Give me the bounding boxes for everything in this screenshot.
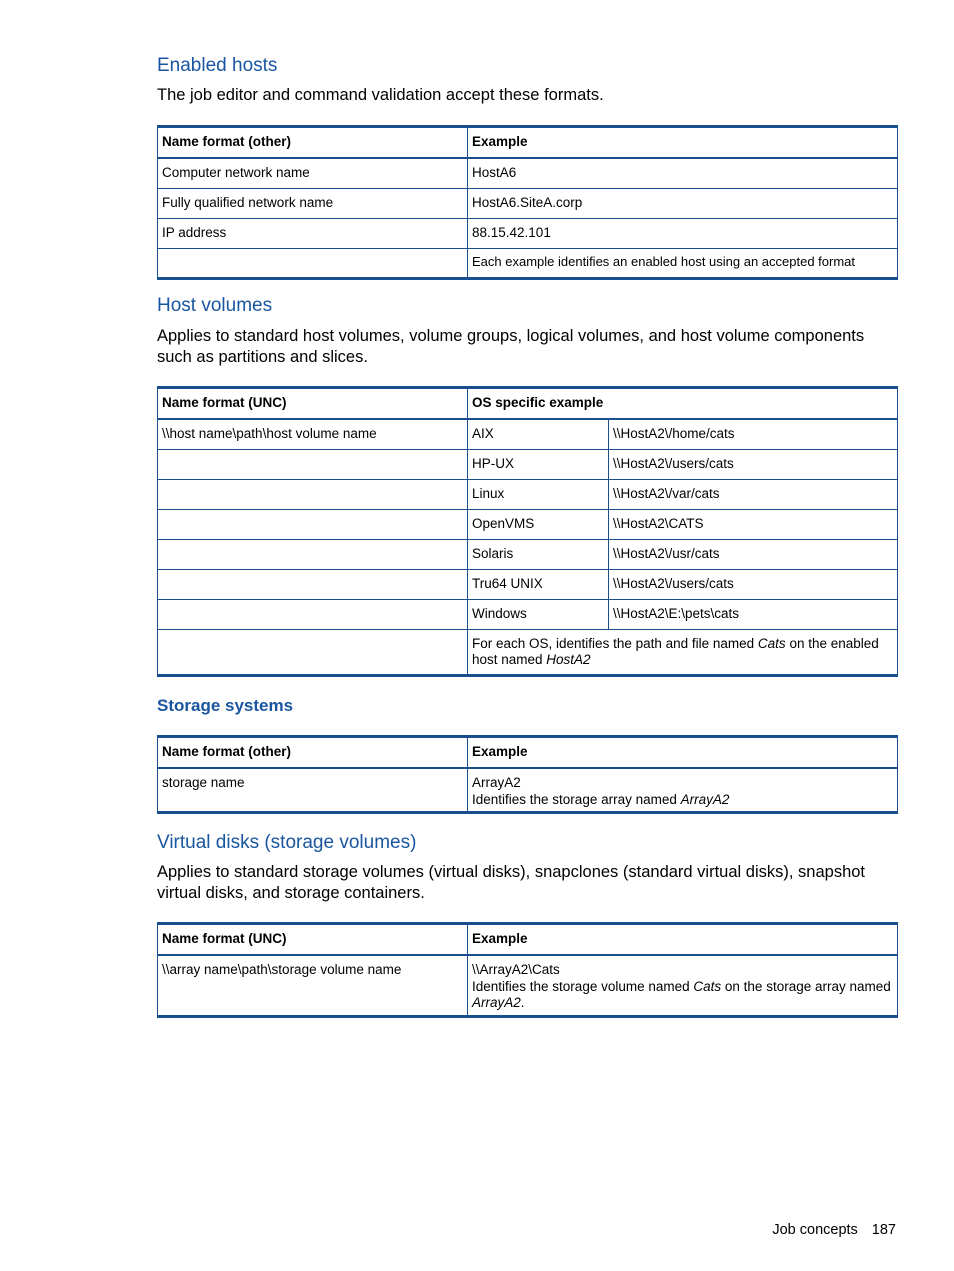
column-header: OS specific example: [468, 388, 898, 420]
os-name: Linux: [468, 479, 609, 509]
table-cell: [158, 599, 468, 629]
example-value: ArrayA2: [472, 775, 521, 790]
example-value: \\ArrayA2\Cats: [472, 962, 560, 977]
table-cell: [158, 449, 468, 479]
table-cell: Each example identifies an enabled host using an accepted format: [468, 248, 898, 278]
table-row: [158, 509, 898, 539]
table-cell: [468, 768, 898, 812]
table-cell: [468, 955, 898, 1016]
table-row: [158, 248, 898, 278]
column-header: Example: [468, 924, 898, 956]
enabled-hosts-intro: The job editor and command validation accept these formats.: [157, 86, 604, 104]
os-name: Solaris: [468, 539, 609, 569]
os-example: \\HostA2\CATS: [609, 509, 898, 539]
table-cell: HostA6: [468, 158, 898, 188]
table-header-row: [158, 924, 898, 956]
page-number: 187: [871, 1222, 896, 1238]
storage-systems-heading: Storage systems: [157, 696, 294, 715]
enabled-hosts-heading: Enabled hosts: [157, 55, 278, 76]
table-cell: 88.15.42.101: [468, 218, 898, 248]
host-volumes-note: For each OS, identifies the path and file named Cats on the enabled host named HostA2: [468, 629, 898, 675]
os-example: \\HostA2\/home/cats: [609, 419, 898, 449]
example-description: Identifies the storage volume named Cats on the storage array named ArrayA2.: [472, 978, 891, 1010]
column-header: Name format (other): [158, 737, 468, 769]
table-row: [158, 539, 898, 569]
os-example: \\HostA2\/var/cats: [609, 479, 898, 509]
example-description: Identifies the storage array named ArrayA2: [472, 791, 730, 807]
virtual-disks-table: [157, 922, 898, 1018]
os-name: Windows: [468, 599, 609, 629]
os-example: \\HostA2\/users/cats: [609, 569, 898, 599]
table-cell: [158, 248, 468, 278]
table-cell: [158, 509, 468, 539]
table-header-row: [158, 127, 898, 159]
page-footer: [772, 1222, 896, 1238]
table-row: [158, 955, 898, 1016]
table-row: [158, 218, 898, 248]
enabled-hosts-table: [157, 125, 898, 280]
table-row: [158, 419, 898, 449]
os-name: HP-UX: [468, 449, 609, 479]
table-row: [158, 569, 898, 599]
table-row: [158, 158, 898, 188]
table-row: [158, 629, 898, 675]
column-header: Name format (UNC): [158, 924, 468, 956]
table-cell: [158, 539, 468, 569]
os-name: OpenVMS: [468, 509, 609, 539]
virtual-disks-intro: Applies to standard storage volumes (virtual disks), snapclones (standard virtual disks), snapshot virtual disks, and storage containers.: [157, 863, 866, 902]
os-name: Tru64 UNIX: [468, 569, 609, 599]
table-cell: [158, 629, 468, 675]
host-volumes-table: [157, 386, 898, 677]
table-row: [158, 188, 898, 218]
host-volumes-heading: Host volumes: [157, 295, 273, 316]
virtual-disks-heading: Virtual disks (storage volumes): [157, 832, 417, 853]
storage-systems-table: [157, 735, 898, 814]
table-cell: Fully qualified network name: [158, 188, 468, 218]
column-header: Name format (other): [158, 127, 468, 159]
table-cell: HostA6.SiteA.corp: [468, 188, 898, 218]
table-cell: [158, 479, 468, 509]
table-cell: \\array name\path\storage volume name: [158, 955, 468, 1016]
column-header: Example: [468, 127, 898, 159]
table-header-row: [158, 388, 898, 420]
os-example: \\HostA2\E:\pets\cats: [609, 599, 898, 629]
column-header: Name format (UNC): [158, 388, 468, 420]
os-name: AIX: [468, 419, 609, 449]
table-header-row: [158, 737, 898, 769]
table-cell: IP address: [158, 218, 468, 248]
table-row: [158, 479, 898, 509]
column-header: Example: [468, 737, 898, 769]
table-row: [158, 449, 898, 479]
host-volumes-intro: Applies to standard host volumes, volume groups, logical volumes, and host volume components such as partitions and slices.: [157, 327, 865, 366]
table-cell: Computer network name: [158, 158, 468, 188]
table-cell: [158, 569, 468, 599]
os-example: \\HostA2\/users/cats: [609, 449, 898, 479]
table-cell: \\host name\path\host volume name: [158, 419, 468, 449]
table-row: [158, 599, 898, 629]
table-row: [158, 768, 898, 812]
footer-section: Job concepts: [772, 1222, 858, 1238]
table-cell: storage name: [158, 768, 468, 812]
os-example: \\HostA2\/usr/cats: [609, 539, 898, 569]
